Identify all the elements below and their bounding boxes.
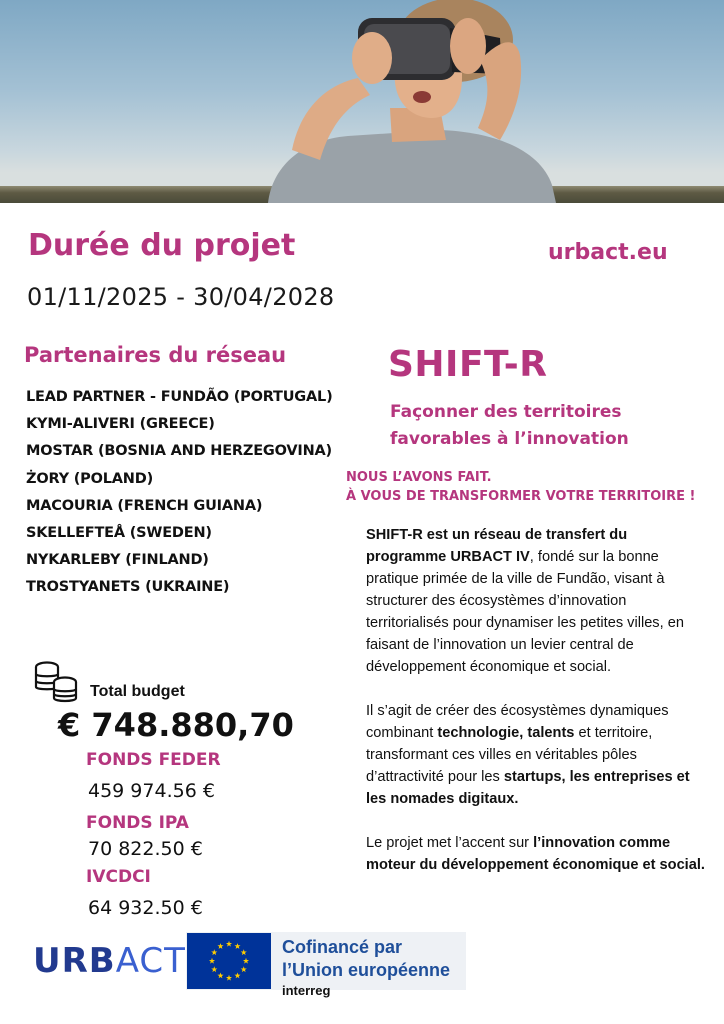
project-name: SHIFT-R: [388, 344, 548, 385]
fund-name-ipa: FONDS IPA: [86, 813, 189, 833]
fund-value-ivcdci: 64 932.50 €: [88, 897, 203, 919]
eu-flag-icon: [187, 933, 271, 993]
project-duration-title: Durée du projet: [28, 228, 296, 263]
slogan-line1: NOUS L’AVONS FAIT.: [346, 470, 492, 485]
description-p2-bold-b: startups, les entreprises et les nomades digitaux.: [366, 769, 690, 807]
description-p2-text-b: et territoire, transformant ces villes en véritables pôles d’attractivité pour les: [366, 725, 653, 785]
partner-item: MACOURIA (FRENCH GUIANA): [26, 497, 263, 514]
description-p1-bold: SHIFT-R est un réseau de transfert du programme URBACT IV: [366, 527, 628, 565]
description-paragraph-2: [366, 700, 706, 810]
website-link[interactable]: urbact.eu: [548, 240, 668, 265]
description-p3-bold: l’innovation comme moteur du développement économique et social.: [366, 835, 705, 873]
partner-item: NYKARLEBY (FINLAND): [26, 552, 209, 569]
project-subtitle: [390, 399, 629, 453]
description-p1-text: , fondé sur la bonne pratique primée de la ville de Fundão, visant à structurer des écosystèmes d’innovation territorialisés pour dynamiser les petites villes, en faisant de l’innovation un levier central de développement économique et social.: [366, 549, 684, 675]
project-slogan: [346, 468, 695, 506]
urbact-logo-part2: ACT: [115, 941, 186, 981]
fund-name-ivcdci: IVCDCI: [86, 867, 151, 887]
project-subtitle-line2: favorables à l’innovation: [390, 429, 629, 449]
partner-item: ŻORY (POLAND): [26, 470, 154, 487]
partner-item: MOSTAR (BOSNIA AND HERZEGOVINA): [26, 443, 332, 460]
coins-icon: [33, 660, 81, 708]
partner-item: SKELLEFTEÅ (SWEDEN): [26, 524, 212, 541]
hero-photo: [0, 0, 724, 203]
description-paragraph-3: [366, 832, 706, 876]
fund-name-feder: FONDS FEDER: [86, 750, 221, 770]
total-budget-label: Total budget: [90, 683, 185, 700]
partner-item: LEAD PARTNER - FUNDÃO (PORTUGAL): [26, 389, 333, 405]
partners-list: [26, 386, 333, 604]
fund-value-ipa: 70 822.50 €: [88, 838, 203, 860]
partners-title: Partenaires du réseau: [24, 343, 287, 367]
project-dates: 01/11/2025 - 30/04/2028: [27, 283, 335, 311]
description-paragraph-1: [366, 524, 706, 678]
urbact-logo-part1: URB: [33, 941, 116, 981]
slogan-line2: À VOUS DE TRANSFORMER VOTRE TERRITOIRE !: [346, 489, 696, 504]
fund-value-feder: 459 974.56 €: [88, 780, 215, 802]
interreg-label: interreg: [282, 983, 331, 998]
eu-text-line1: Cofinancé par: [282, 937, 403, 957]
partner-item: KYMI-ALIVERI (GREECE): [26, 416, 215, 433]
description-p2-bold-a: technologie, talents: [437, 725, 575, 741]
vr-child-illustration: [0, 0, 724, 203]
partner-item: TROSTYANETS (UKRAINE): [26, 579, 230, 596]
total-budget-value: € 748.880,70: [58, 706, 294, 744]
eu-text-line2: l’Union européenne: [282, 960, 451, 980]
project-subtitle-line1: Façonner des territoires: [390, 402, 622, 422]
project-description: [366, 524, 706, 898]
description-p2-text-a: Il s’agit de créer des écosystèmes dynamiques combinant: [366, 703, 669, 741]
urbact-logo: [33, 941, 186, 981]
eu-cofunding-text: [282, 936, 450, 982]
description-p3-text: Le projet met l’accent sur: [366, 835, 534, 851]
